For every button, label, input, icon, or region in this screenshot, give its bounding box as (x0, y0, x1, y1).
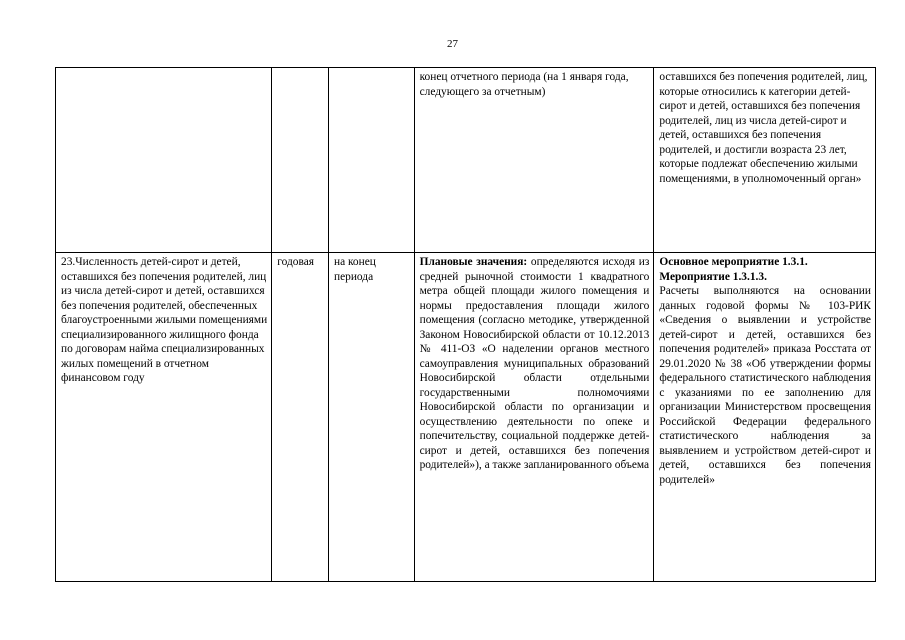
source-text: Расчеты выполняются на основании данных годовой формы № 103-РИК «Сведения о выявлении и устройстве детей-сирот и детей, оставшихся без попечения родителей» приказа Росстата от 29.01.2020 № 38 «Об утверждении формы федерального статистического наблюдения с указаниями по ее заполнению для организации Министерством просвещения Российской Федерации федерального статистического наблюдения за выявлением и устройством детей-сирот и детей, оставшихся без попечения родителей» (659, 285, 871, 486)
page-number: 27 (447, 38, 458, 50)
table-row (56, 68, 876, 253)
method-cell (414, 68, 654, 253)
source-heading-event: Мероприятие 1.3.1.3. (659, 270, 767, 283)
indicator-cell (56, 68, 272, 253)
source-cell (654, 253, 876, 582)
periodicity-cell (272, 68, 329, 253)
method-text: конец отчетного периода (на 1 января года, следующего за отчетным) (419, 71, 629, 98)
source-heading-main: Основное мероприятие 1.3.1. (659, 256, 808, 268)
moment-cell: на конец периода (328, 253, 414, 582)
indicator-cell: 23.Численность детей-сирот и детей, оставшихся без попечения родителей, лиц из числа детей-сирот и детей, оставшихся без попечения родителей, обеспеченных благоустроенными жилыми помещениями специализированного жилищного фонда по договорам найма специализированных жилых помещений в отчетном финансовом году (56, 253, 272, 582)
table-row (56, 253, 876, 582)
source-text: оставшихся без попечения родителей, лиц, которые относились к категории детей-сирот и детей, оставшихся без попечения родителей, лиц из числа детей-сирот и детей, оставшихся без попечения родителей, и достигли возраста 23 лет, которые подлежат обеспечению жилыми помещениями, в уполномоченный орган» (659, 71, 868, 185)
source-cell (654, 68, 876, 253)
method-text: определяются исходя из средней рыночной стоимости 1 квадратного метра общей площади жилого помещения и нормы предоставления площади жилого помещения (согласно методике, утвержденной Законом Новосибирской области от 10.12.2013 № 411-ОЗ «О наделении органов местного самоуправления муниципальных образований Новосибирской области отдельными государственными полномочиями Новосибирской области по организации и осуществлению деятельности по опеке и попечительству, социальной поддержке детей-сирот и детей, оставшихся без попечения родителей»), а также запланированного объема (419, 256, 650, 471)
moment-cell (328, 68, 414, 253)
periodicity-cell: годовая (272, 253, 329, 582)
method-cell (414, 253, 654, 582)
indicators-table (55, 67, 876, 582)
method-heading: Плановые значения: (419, 256, 528, 268)
